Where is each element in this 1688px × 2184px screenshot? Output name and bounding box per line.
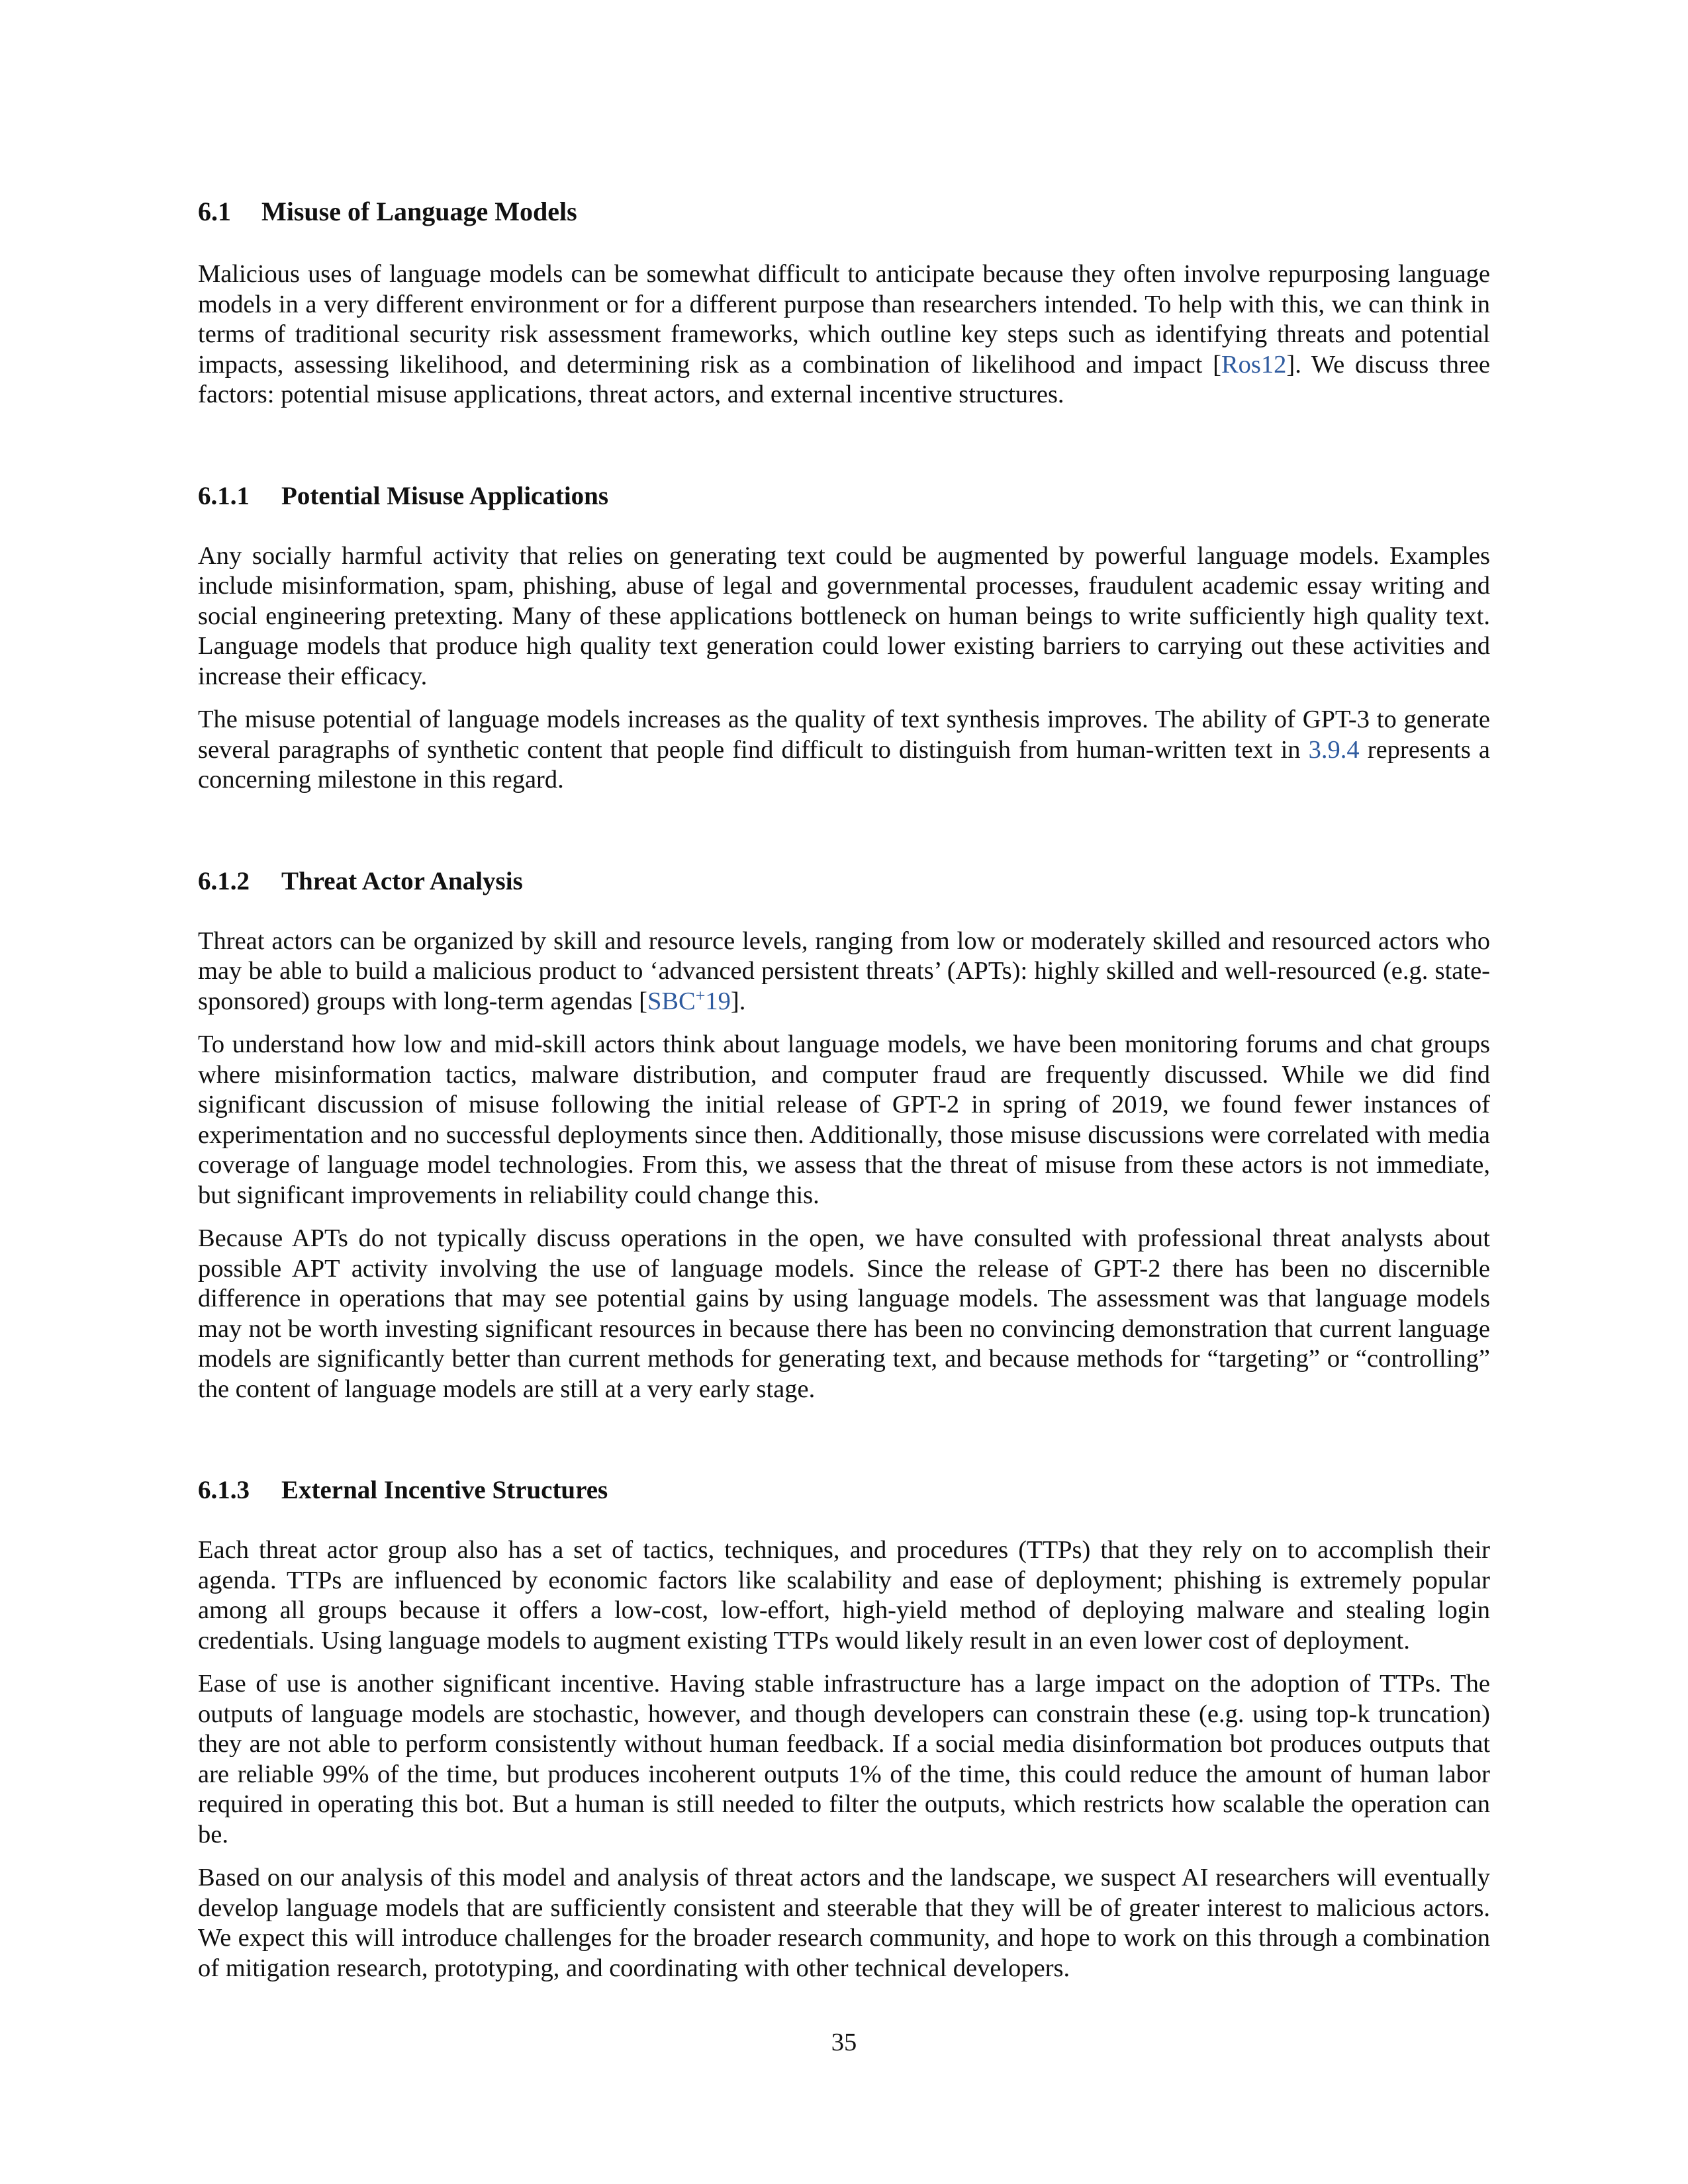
paragraph <box>198 259 1490 410</box>
paragraph: Any socially harmful activity that relies on generating text could be augmented by powerful language models. Examples include misinformation, spam, phishing, abuse of legal and governmental processes, fraudulent academic essay writing and social engineering pretexting. Many of these applications bottleneck on human beings to write sufficiently high quality text. Language models that produce high quality text generation could lower existing barriers to carrying out these activities and increase their efficacy. <box>198 541 1490 690</box>
section-title: Misuse of Language Models <box>261 197 577 226</box>
paragraph-text: represents a concerning milestone in this regard. <box>198 735 1491 794</box>
paragraph: Based on our analysis of this model and analysis of threat actors and the landscape, we suspect AI researchers will eventually develop language models that are sufficiently consistent and steerable that they will be of greater interest to malicious actors. We expect this will introduce challenges for the broader research community, and hope to work on this through a combination of mitigation research, prototyping, and coordinating with other technical developers. <box>198 1864 1490 1982</box>
paragraph: To understand how low and mid-skill actors think about language models, we have been monitoring forums and chat groups where misinformation tactics, malware distribution, and computer fraud are frequently discussed. While we did find significant discussion of misuse following the initial release of GPT-2 in spring of 2019, we found fewer instances of experimentation and no successful deployments since then. Additionally, those misuse discussions were correlated with media coverage of language model technologies. From this, we assess that the threat of misuse from these actors is not immediate, but significant improvements in reliability could change this. <box>198 1030 1490 1209</box>
paragraph <box>198 705 1490 796</box>
section-spacer <box>198 424 1490 480</box>
paragraph: Ease of use is another significant incentive. Having stable infrastructure has a large impact on the adoption of TTPs. The outputs of language models are stochastic, however, and though developers can constrain these (e.g. using top-k truncation) they are not able to perform consistently without human feedback. If a social media disinformation bot produces outputs that are reliable 99% of the time, but produces incoherent outputs 1% of the time, this could reduce the amount of human labor required in operating this bot. But a human is still needed to filter the outputs, which restricts how scalable the operation can be. <box>198 1670 1490 1848</box>
paragraph: Because APTs do not typically discuss operations in the open, we have consulted with professional threat analysts about possible APT activity involving the use of language models. Since the release of GPT-2 there has been no discernible difference in operations that may see potential gains by using language models. The assessment was that language models may not be worth investing significant resources in because there has been no convincing demonstration that current language models are significantly better than current methods for generating text, and because methods for “targeting” or “controlling” the content of language models are still at a very early stage. <box>198 1224 1490 1403</box>
page-number: 35 <box>831 2028 857 2056</box>
paragraph-text: Malicious uses of language models can be somewhat difficult to anticipate because they often involve repurposing language models in a very different environment or for a different purpose than researchers intended. To help with this, we can think in terms of traditional security risk assessment frameworks, which outline key steps such as identifying threats and potential impacts, assessing likelihood, and determining risk as a combination of likelihood and impact [ <box>198 260 1490 379</box>
paragraph <box>198 927 1490 1017</box>
section-reference-link[interactable]: 3.9.4 <box>1308 735 1360 764</box>
section-spacer <box>198 809 1490 866</box>
paragraph-text: ]. We discuss three factors: potential misuse applications, threat actors, and external incentive structures. <box>198 350 1490 408</box>
paper-page-body <box>198 196 1490 1997</box>
subsection-heading-6-1-1 <box>198 480 1490 512</box>
subsection-number: 6.1.2 <box>198 866 250 895</box>
subsection-number: 6.1.3 <box>198 1476 250 1504</box>
citation-text: SBC <box>647 987 696 1015</box>
subsection-title: Potential Misuse Applications <box>281 481 609 510</box>
section-heading-6-1 <box>198 196 1490 228</box>
subsection-title: Threat Actor Analysis <box>281 866 523 895</box>
citation-text: 19 <box>705 987 731 1015</box>
subsection-heading-6-1-2 <box>198 866 1490 897</box>
section-number: 6.1 <box>198 197 231 226</box>
paragraph-text: Threat actors can be organized by skill and resource levels, ranging from low or moderately skilled and resourced actors who may be able to build a malicious product to ‘advanced persistent threats’ (APTs): highly skilled and well-resourced (e.g. state-sponsored) groups with long-term agendas [ <box>198 927 1490 1015</box>
subsection-heading-6-1-3 <box>198 1475 1490 1506</box>
paragraph: Each threat actor group also has a set of tactics, techniques, and procedures (TTPs) that they rely on to accomplish their agenda. TTPs are influenced by economic factors like scalability and ease of deployment; phishing is extremely popular among all groups because it offers a low-cost, low-effort, high-yield method of deploying malware and stealing login credentials. Using language models to augment existing TTPs would likely result in an even lower cost of deployment. <box>198 1536 1490 1655</box>
section-spacer <box>198 1418 1490 1475</box>
subsection-number: 6.1.1 <box>198 481 250 510</box>
citation-link[interactable]: Ros12 <box>1221 350 1287 379</box>
subsection-title: External Incentive Structures <box>281 1476 608 1504</box>
paragraph-text: The misuse potential of language models increases as the quality of text synthesis improves. The ability of GPT-3 to generate several paragraphs of synthetic content that people find difficult to distinguish from human-written text in <box>198 705 1490 764</box>
paragraph-text: ]. <box>730 987 746 1015</box>
citation-link[interactable] <box>647 987 731 1015</box>
citation-superscript: + <box>695 985 706 1005</box>
